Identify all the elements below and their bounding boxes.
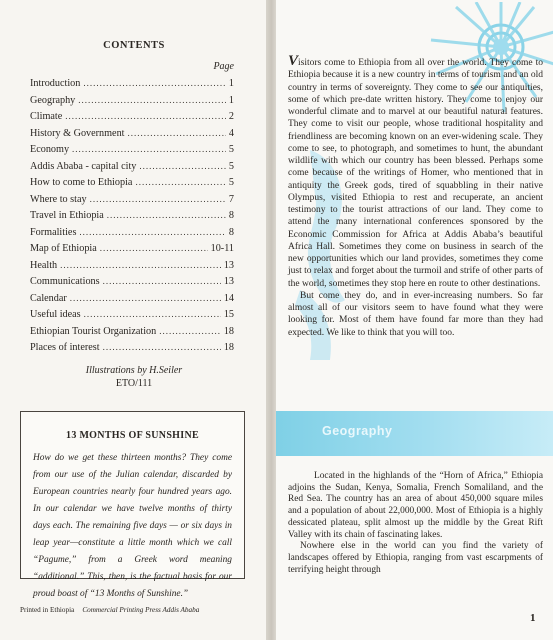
toc-entry — [30, 177, 234, 194]
toc-entry-label: Where to stay — [30, 193, 87, 205]
toc-entry-label: Formalities — [30, 226, 77, 238]
toc-entry-page: 15 — [223, 309, 234, 320]
toc-entry — [30, 78, 234, 95]
illustration-credit: Illustrations by H.Seiler — [85, 365, 183, 376]
document-code: ETO/111 — [115, 378, 153, 389]
toc-leader-dots — [65, 111, 226, 121]
toc-entry-page: 4 — [228, 127, 234, 139]
toc-entry-page: 1 — [228, 94, 234, 106]
toc-entry-page: 13 — [223, 276, 234, 287]
toc-entry-label: Calendar — [30, 292, 67, 304]
toc-entry-label: How to come to Ethiopia — [30, 177, 133, 188]
toc-leader-dots — [60, 260, 221, 270]
geography-paragraph-1: Located in the highlands of the “Horn of Africa,” Ethiopia adjoins the Sudan, Kenya, Somalia, French Somaliland, and the Red Sea. The country has an area of about 450,000 square miles and a population of about 22,000,000. Most of Ethiopia is a highly dessicated plateau, split almost up the middle by the Great Rift Valley with its chain of fascinating lakes. — [288, 471, 543, 540]
contents-page-header: Page — [213, 61, 234, 72]
toc-entry — [30, 260, 234, 277]
left-page — [0, 0, 268, 640]
geography-heading: Geography — [322, 424, 393, 438]
right-page — [276, 0, 553, 640]
geography-text — [288, 471, 543, 576]
intro-paragraph-1 — [288, 53, 543, 290]
toc-entry-label: Ethiopian Tourist Organization — [30, 325, 157, 337]
toc-entry — [30, 276, 234, 293]
toc-leader-dots — [100, 243, 208, 253]
sunshine-box-title: 13 MONTHS OF SUNSHINE — [66, 430, 199, 441]
toc-entry-page: 8 — [228, 226, 234, 238]
toc-entry-label: Introduction — [30, 78, 81, 89]
toc-entry-label: Travel in Ethiopia — [30, 210, 104, 221]
toc-entry — [30, 194, 234, 211]
toc-entry — [30, 161, 234, 178]
toc-entry-page: 5 — [228, 160, 234, 172]
toc-entry-page: 7 — [228, 193, 234, 205]
toc-entry — [30, 227, 234, 244]
contents-title: CONTENTS — [103, 40, 165, 51]
toc-entry — [30, 342, 234, 359]
toc-entry-label: History & Government — [30, 127, 125, 139]
geography-heading-band — [276, 411, 553, 456]
toc-entry-label: Places of interest — [30, 342, 100, 353]
toc-entry-page: 5 — [228, 144, 234, 155]
toc-entry-page: 8 — [228, 210, 234, 221]
toc-entry — [30, 95, 234, 112]
toc-leader-dots — [70, 293, 221, 303]
imprint-printed: Printed in Ethiopia — [20, 606, 75, 614]
toc-entry-page: 2 — [228, 111, 234, 122]
toc-entry-page: 18 — [223, 325, 234, 337]
toc-leader-dots — [79, 227, 226, 237]
intro-paragraph-1-text: isitors come to Ethiopia from all over the world. They come to Ethiopia because it is a new country in terms of tourism and an old country in terms of sovereignty. They come to see our antiquities, some of which pre-date written history. They come to enjoy our wonderful climate and to marvel at our beautiful natural features. They come to visit our people, whose traditional hospitality and friendliness are becoming known on an ever-widening scale. They come to see, to photograph, and sometimes to hunt, the abundant wildlife with which our country has been blessed. Perhaps some come because of the writings of Homer, who mentioned that in antiquity the Greek gods, tired of squabbling in their native Olympus, visited Ethiopia to rest and recuperate, an ancient testimony to the tourist attractions of our land. They come to attend the many international conferences sponsored by the Economic Commission for Africa at Addis Ababa’s beautiful Africa Hall. Sometimes they come on business in search of the new opportunities which our land provides, sometimes they come just to relax and forget about the turmoil and strife of other parts of the world, sometimes they stop here en route to other destinations. — [288, 58, 543, 289]
toc-entry-page: 14 — [223, 292, 234, 304]
sunshine-box — [20, 411, 245, 599]
toc-entry-label: Geography — [30, 94, 76, 106]
introduction-text — [288, 53, 543, 339]
toc-leader-dots — [90, 194, 226, 204]
imprint-line — [20, 606, 260, 614]
toc-leader-dots — [139, 161, 226, 171]
geography-paragraph-2: Nowhere else in the world can you find the variety of landscapes offered by Ethiopia, ranging from vast escarpments of terrifying height through — [288, 541, 543, 575]
toc-entry-page: 5 — [228, 177, 234, 188]
toc-entry — [30, 309, 234, 326]
illustration-credit-block — [0, 364, 268, 390]
toc-leader-dots — [84, 309, 221, 319]
toc-entry-label: Addis Ababa - capital city — [30, 160, 137, 172]
toc-leader-dots — [103, 342, 221, 352]
toc-entry-label: Useful ideas — [30, 309, 81, 320]
table-of-contents — [30, 78, 234, 359]
toc-entry-page: 1 — [228, 78, 234, 89]
drop-cap: V — [288, 53, 299, 69]
toc-entry — [30, 144, 234, 161]
toc-entry-label: Communications — [30, 276, 100, 287]
toc-leader-dots — [103, 276, 221, 286]
toc-entry-page: 10-11 — [210, 243, 234, 254]
toc-entry — [30, 111, 234, 128]
toc-entry — [30, 243, 234, 260]
toc-entry-label: Economy — [30, 144, 70, 155]
toc-entry — [30, 128, 234, 145]
page-number: 1 — [530, 612, 536, 624]
toc-leader-dots — [83, 78, 226, 88]
toc-entry-page: 13 — [223, 259, 234, 271]
toc-entry-label: Climate — [30, 111, 63, 122]
toc-leader-dots — [107, 210, 226, 220]
toc-leader-dots — [72, 144, 226, 154]
toc-entry — [30, 293, 234, 310]
toc-entry — [30, 210, 234, 227]
toc-leader-dots — [78, 95, 226, 105]
toc-entry — [30, 326, 234, 343]
toc-leader-dots — [135, 177, 225, 187]
sunshine-box-text: How do we get these thirteen months? They come from our use of the Julian calendar, discarded by European countries nearly four hundred years ago. In our calendar we have twelve months of thirty days each. The remaining five days — or six days in leap year—constitute a little month which we call “Pagume,” from a Greek word meaning “additional.” This, then, is the factual basis for our proud boast of “13 Months of Sunshine.” — [33, 453, 232, 599]
imprint-press: Commercial Printing Press Addis Ababa — [82, 606, 200, 614]
toc-entry-page: 18 — [223, 342, 234, 353]
intro-paragraph-2: But come they do, and in ever-increasing numbers. So far almost all of our visitors seem to have found what they were looking for. Most of them have found far more than they had expected. We like to think that you will too. — [288, 290, 543, 338]
toc-leader-dots — [159, 326, 221, 336]
toc-entry-label: Health — [30, 259, 58, 271]
toc-entry-label: Map of Ethiopia — [30, 243, 97, 254]
toc-leader-dots — [128, 128, 226, 138]
